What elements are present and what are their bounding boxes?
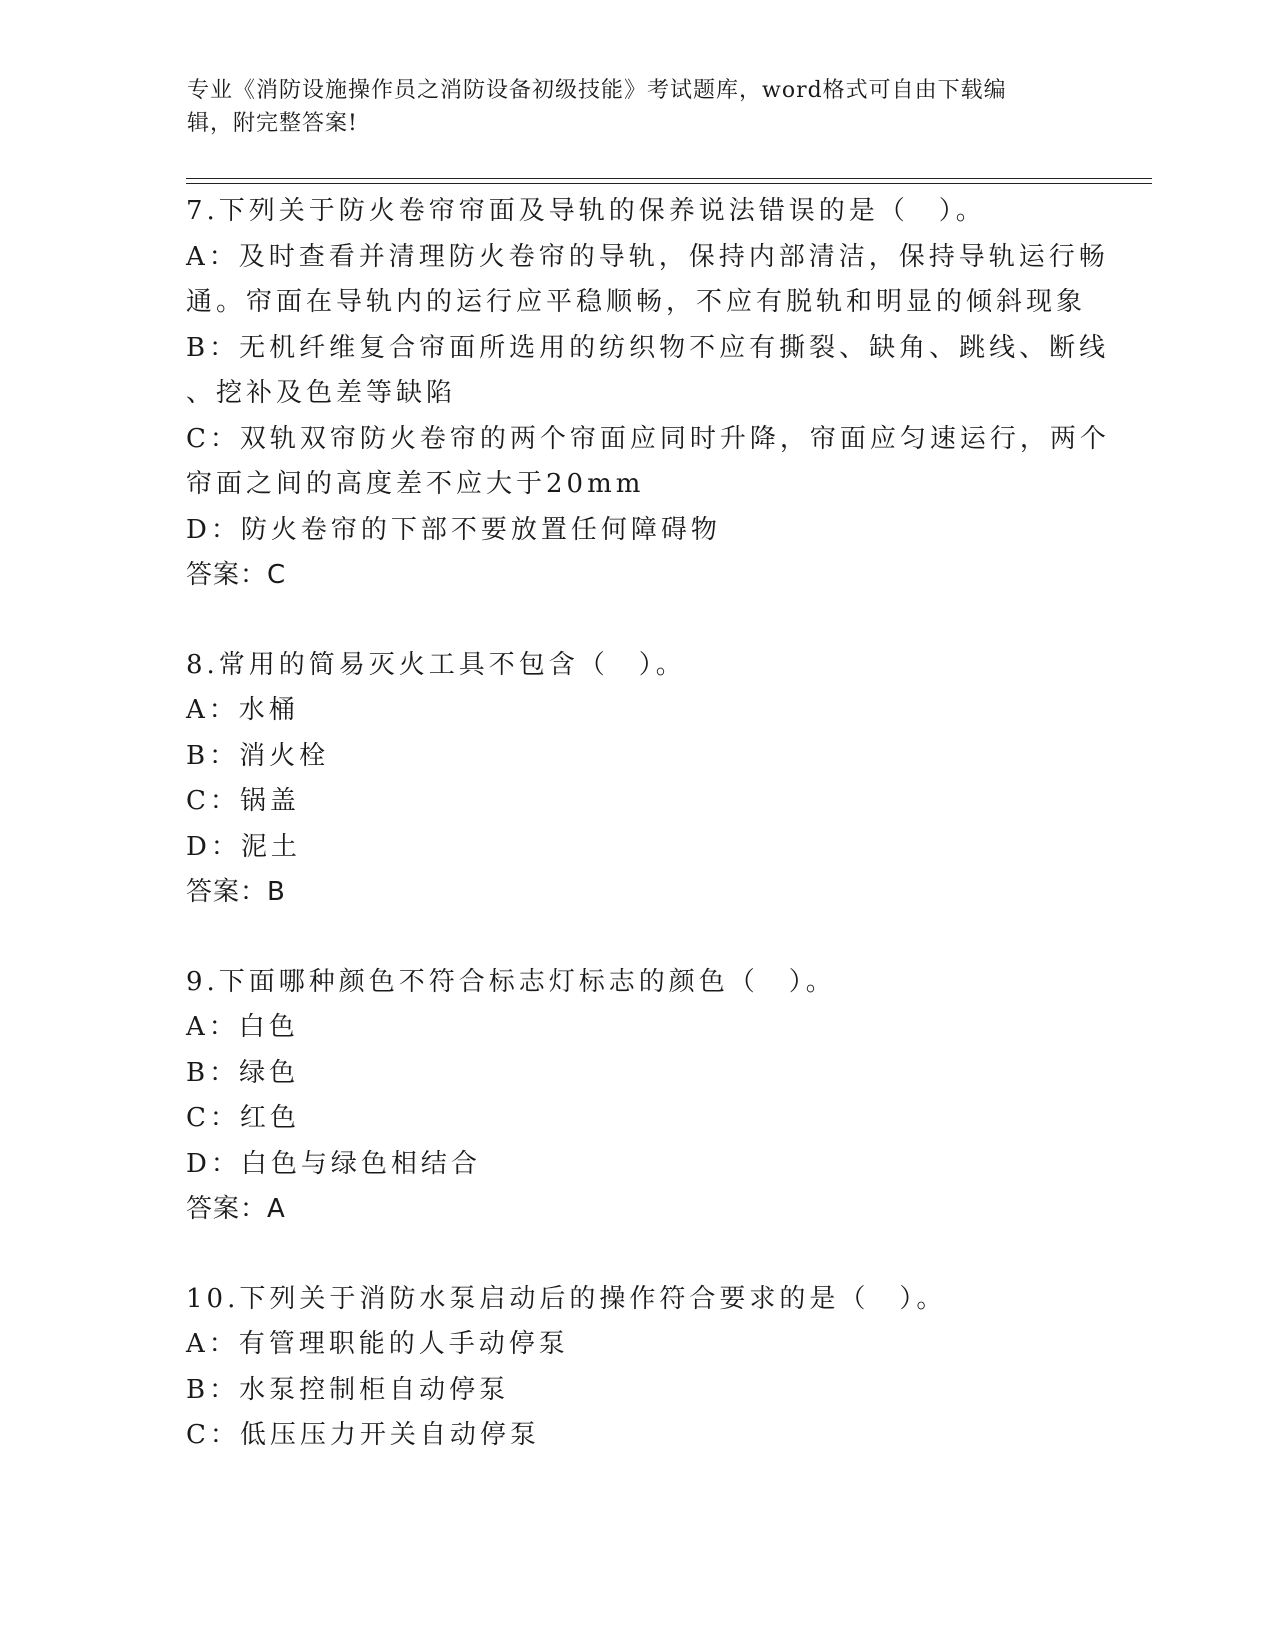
question-spacer (186, 1233, 1086, 1277)
question-list (186, 189, 1110, 1459)
answer-line: 答案：B (186, 877, 286, 907)
option-d: D：防火卷帘的下部不要放置任何障碍物 (186, 514, 721, 545)
option-c-continued: 帘面之间的高度差不应大于20mm (186, 469, 645, 499)
question-block-8 (186, 643, 1086, 916)
question-spacer (186, 916, 1086, 960)
header-line-2: 辑，附完整答案! (187, 111, 358, 136)
header-rule-top (186, 178, 1152, 179)
question-block-10 (186, 1277, 1086, 1459)
option-b: B：无机纤维复合帘面所选用的纺织物不应有撕裂、缺角、跳线、断线 (186, 332, 1110, 363)
option-b: B：水泵控制柜自动停泵 (186, 1374, 510, 1405)
question-stem: 9.下面哪种颜色不符合标志灯标志的颜色（ ）。 (186, 966, 836, 997)
header-rule-bottom (186, 183, 1152, 184)
question-stem: 8.常用的简易灭火工具不包含（ ）。 (186, 649, 686, 680)
option-b: B：绿色 (186, 1057, 300, 1088)
option-c: C：红色 (186, 1103, 300, 1133)
option-a: A：有管理职能的人手动停泵 (186, 1329, 569, 1359)
option-a: A：水桶 (186, 695, 299, 725)
question-stem: 7.下列关于防火卷帘帘面及导轨的保养说法错误的是（ ）。 (186, 196, 986, 226)
option-a: A：及时查看并清理防火卷帘的导轨，保持内部清洁，保持导轨运行畅 (186, 241, 1109, 272)
question-stem: 10.下列关于消防水泵启动后的操作符合要求的是（ ）。 (186, 1283, 947, 1314)
option-c: C：锅盖 (186, 786, 300, 816)
option-b-continued: 、挖补及色差等缺陷 (186, 378, 457, 408)
option-c: C：低压压力开关自动停泵 (186, 1420, 540, 1450)
answer-line: 答案：A (186, 1194, 286, 1224)
option-d: D：白色与绿色相结合 (186, 1148, 481, 1179)
question-block-7 (186, 189, 1110, 599)
answer-line: 答案：C (186, 560, 287, 590)
option-a: A：白色 (186, 1012, 299, 1042)
option-c: C：双轨双帘防火卷帘的两个帘面应同时升降，帘面应匀速运行，两个 (186, 423, 1110, 454)
option-d: D：泥土 (186, 831, 301, 862)
question-spacer (186, 599, 1086, 643)
header-line-1: 专业《消防设施操作员之消防设备初级技能》考试题库，word格式可自由下载编 (187, 78, 1007, 103)
document-header (187, 74, 1067, 140)
option-a-continued: 通。帘面在导轨内的运行应平稳顺畅，不应有脱轨和明显的倾斜现象 (186, 287, 1087, 317)
question-block-9 (186, 960, 1086, 1233)
option-b: B：消火栓 (186, 740, 330, 771)
